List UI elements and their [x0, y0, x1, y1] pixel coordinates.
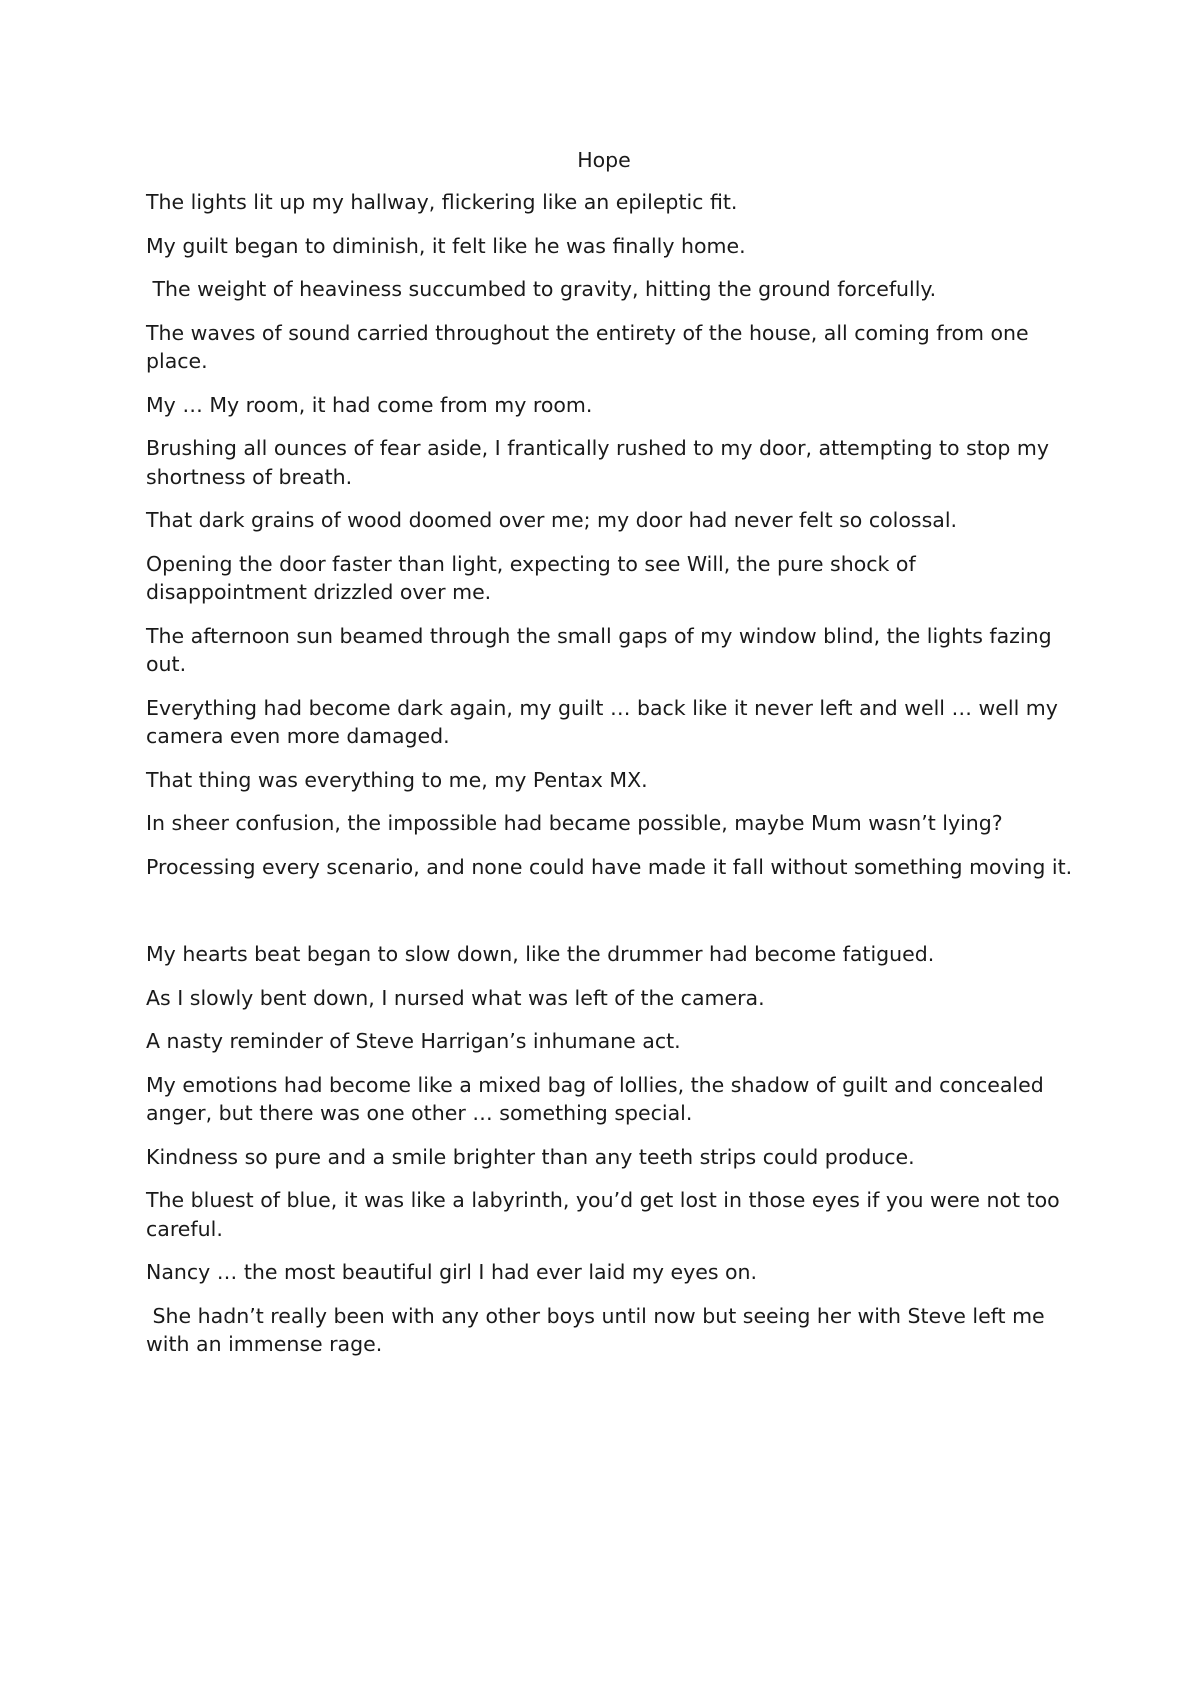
paragraph: The weight of heaviness succumbed to gravity, hitting the ground forcefully. — [146, 277, 937, 301]
paragraph: My emotions had become like a mixed bag of lollies, the shadow of guilt and concealed anger, but there was one other … something special. — [146, 1072, 1051, 1125]
paragraph: That thing was everything to me, my Pentax MX. — [146, 767, 648, 792]
paragraph: Opening the door faster than light, expecting to see Will, the pure shock of disappointment drizzled over me. — [146, 551, 923, 604]
paragraph: Kindness so pure and a smile brighter than any teeth strips could produce. — [146, 1144, 915, 1169]
paragraph: The lights lit up my hallway, flickering like an epileptic fit. — [146, 190, 738, 214]
blank-line — [146, 896, 1076, 940]
paragraph: She hadn’t really been with any other boys until now but seeing her with Steve left me with an immense rage. — [146, 1303, 1052, 1356]
paragraph: Everything had become dark again, my guilt … back like it never left and well … well my camera even more damaged. — [146, 695, 1065, 748]
paragraph: Nancy … the most beautiful girl I had ever laid my eyes on. — [146, 1260, 758, 1284]
document-title: Hope — [577, 148, 631, 172]
paragraph: As I slowly bent down, I nursed what was left of the camera. — [146, 985, 765, 1010]
paragraph: The afternoon sun beamed through the small gaps of my window blind, the lights fazing out. — [146, 623, 1059, 676]
paragraph: A nasty reminder of Steve Harrigan’s inhumane act. — [146, 1029, 681, 1053]
paragraph: Processing every scenario, and none could have made it fall without something moving it. — [146, 854, 1073, 879]
paragraph: That dark grains of wood doomed over me; my door had never felt so colossal. — [146, 508, 958, 532]
paragraph: My guilt began to diminish, it felt like he was finally home. — [146, 233, 746, 258]
paragraph: My … My room, it had come from my room. — [146, 392, 593, 417]
document-body — [146, 188, 1076, 1374]
paragraph: In sheer confusion, the impossible had became possible, maybe Mum wasn’t lying? — [146, 811, 1003, 835]
paragraph: The bluest of blue, it was like a labyrinth, you’d get lost in those eyes if you were not too careful. — [146, 1188, 1067, 1241]
paragraph: The waves of sound carried throughout the entirety of the house, all coming from one place. — [146, 320, 1036, 373]
paragraph: My hearts beat began to slow down, like the drummer had become fatigued. — [146, 942, 935, 966]
paragraph: Brushing all ounces of fear aside, I frantically rushed to my door, attempting to stop my shortness of breath. — [146, 436, 1056, 489]
